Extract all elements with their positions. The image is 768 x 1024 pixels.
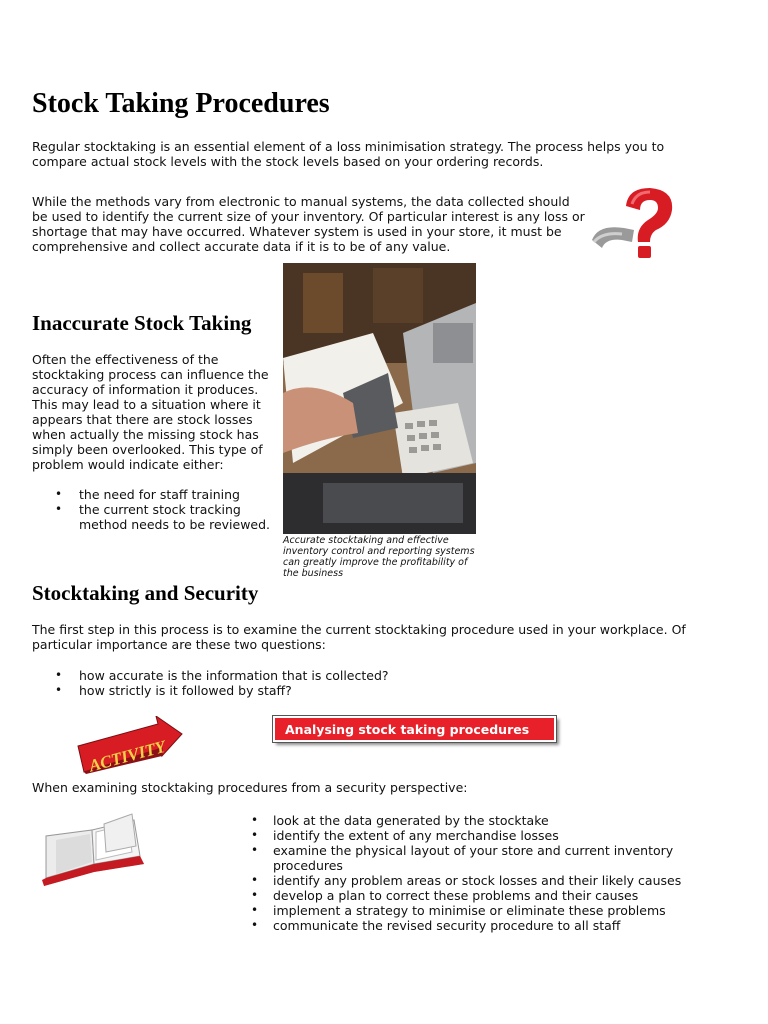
list-item: • the current stock tracking method needs to be reviewed.: [33, 502, 283, 532]
activity-banner-button[interactable]: Analysing stock taking procedures: [273, 716, 556, 742]
security-bullet-list: [33, 668, 533, 698]
intro-paragraph: Regular stocktaking is an essential element of a loss minimisation strategy. The process helps you to compare actual stock levels with the stock levels based on your ordering records.: [32, 139, 665, 169]
list-item: • the need for staff training: [33, 487, 283, 502]
list-item: • identify any problem areas or stock losses and their likely causes: [249, 873, 719, 888]
checkout-photo: [283, 263, 476, 534]
inaccurate-heading: Inaccurate Stock Taking: [32, 311, 252, 335]
list-item: • communicate the revised security procedure to all staff: [249, 918, 719, 933]
inaccurate-bullet-list: [33, 487, 283, 532]
list-item: • implement a strategy to minimise or eliminate these problems: [249, 903, 719, 918]
list-item: • how strictly is it followed by staff?: [33, 683, 533, 698]
activity-badge-label: ACTIVITY: [86, 736, 168, 774]
perspective-intro: When examining stocktaking procedures from a security perspective:: [32, 780, 468, 795]
inaccurate-body: Often the effectiveness of the stocktaking process can influence the accuracy of information it produces. This may lead to a situation where it appears that there are stock losses when actually the missing stock has simply been overlooked. This type of problem would indicate either:: [32, 352, 269, 472]
page-title: Stock Taking Procedures: [32, 88, 330, 119]
activity-arrow-icon: [76, 716, 184, 774]
security-heading: Stocktaking and Security: [32, 581, 259, 605]
photo-caption: Accurate stocktaking and effective inventory control and reporting systems can greatly improve the profitability of the business: [283, 535, 475, 579]
list-item: • develop a plan to correct these problems and their causes: [249, 888, 719, 903]
open-book-icon: [36, 812, 150, 892]
list-item: • identify the extent of any merchandise losses: [249, 828, 719, 843]
security-body: The first step in this process is to examine the current stocktaking procedure used in your workplace. Of particular importance are these two questions:: [32, 622, 686, 652]
list-item: • look at the data generated by the stocktake: [249, 813, 719, 828]
perspective-bullet-list: [249, 813, 719, 933]
list-item: • examine the physical layout of your store and current inventory procedures: [249, 843, 719, 873]
list-item: • how accurate is the information that is collected?: [33, 668, 533, 683]
question-mark-icon: [588, 184, 680, 264]
methods-paragraph: While the methods vary from electronic to manual systems, the data collected should be used to identify the current size of your inventory. Of particular interest is any loss or shortage that may have occurred. Whatever system is used in your store, it must be comprehensive and collect accurate data if it is to be of any value.: [32, 194, 585, 254]
